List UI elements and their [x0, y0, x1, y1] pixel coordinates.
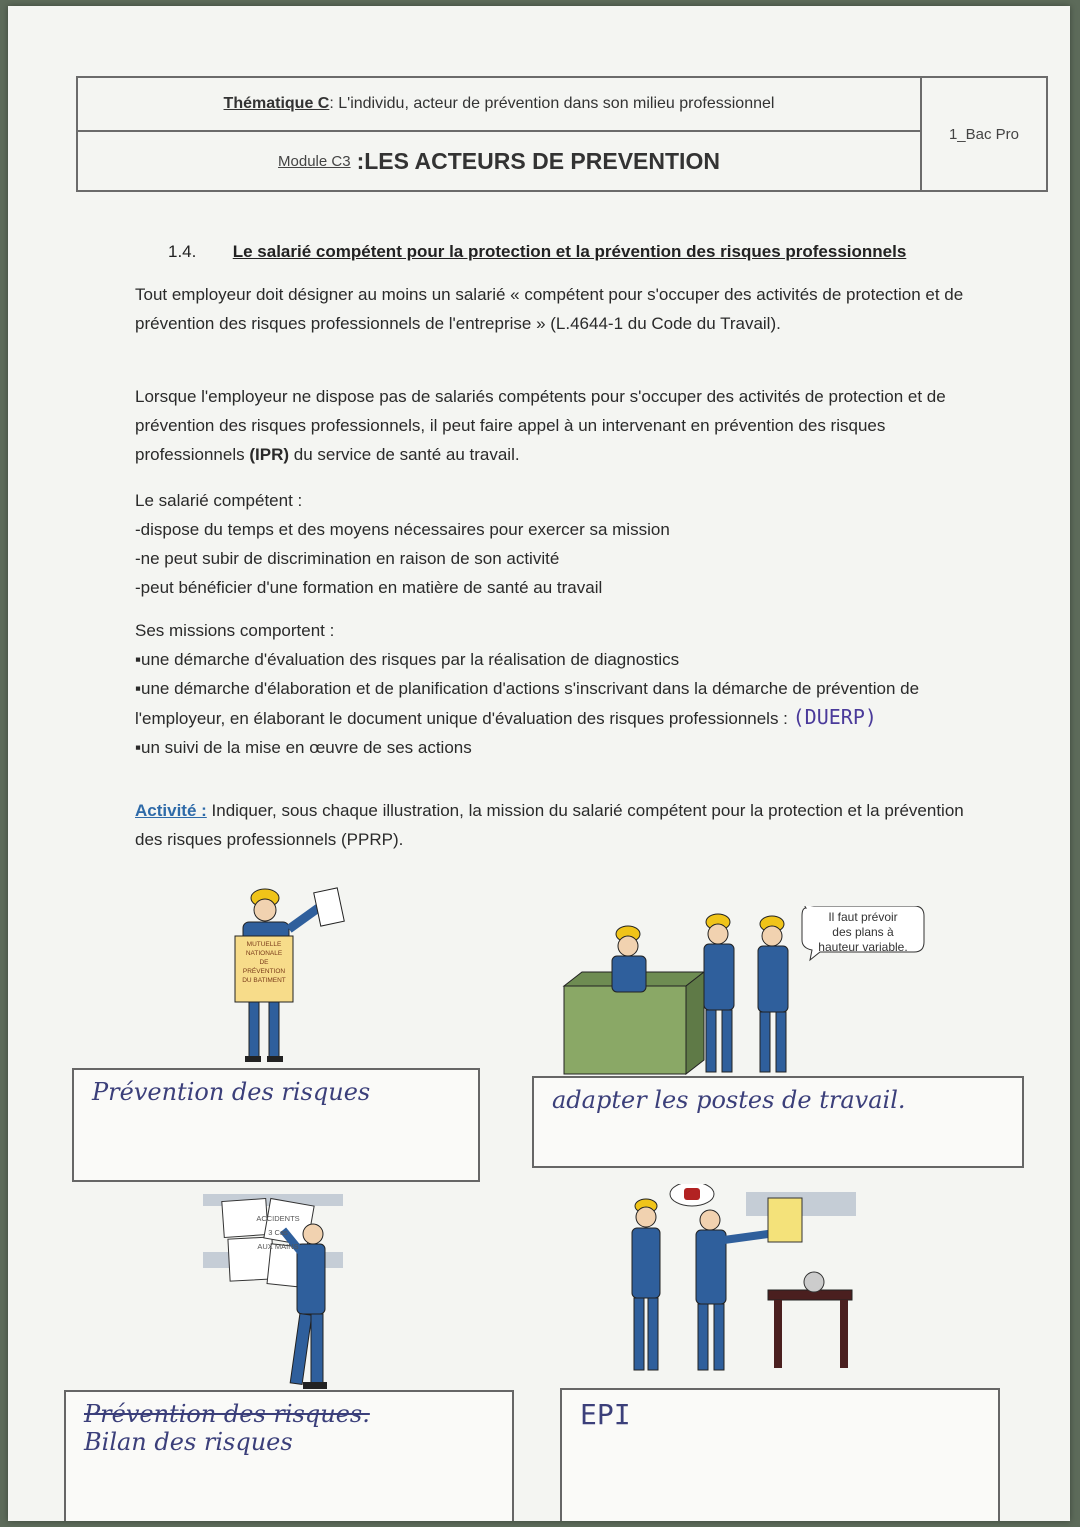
sign-text	[237, 940, 291, 985]
module-label: Module C3	[278, 152, 351, 170]
answer-3-text: Bilan des risques	[84, 1428, 293, 1456]
missions-intro: Ses missions comportent :	[135, 621, 335, 640]
module-title: LES ACTEURS DE PREVENTION	[364, 147, 720, 174]
thematique-label: Thématique C	[223, 95, 330, 112]
competent-intro: Le salarié compétent :	[135, 491, 303, 510]
answer-box-3[interactable]	[64, 1390, 514, 1521]
header-table	[76, 76, 1048, 192]
speech-bubble	[804, 910, 922, 955]
missions-block	[135, 616, 970, 762]
poster-text	[230, 1212, 326, 1254]
paragraph-2-c: du service de santé au travail.	[289, 445, 520, 464]
poster-line-2: 3 Cas	[268, 1228, 288, 1237]
module-row	[78, 132, 920, 190]
sign-line-2: NATIONALE	[245, 950, 283, 957]
mission-3: ▪un suivi de la mise en œuvre de ses actions	[135, 738, 472, 757]
mission-2-text: ▪une démarche d'élaboration et de planification d'actions s'inscrivant dans la démarche de prévention de l'employeur, en élaborant le document unique d'évaluation des risques professionnels :	[135, 679, 920, 728]
activity-instruction	[135, 796, 970, 854]
answer-box-1[interactable]	[72, 1068, 480, 1182]
mission-1: ▪une démarche d'évaluation des risques par la réalisation de diagnostics	[135, 650, 680, 669]
bubble-line-3: hauteur variable.	[818, 940, 908, 954]
answer-1-text: Prévention des risques	[92, 1078, 371, 1106]
section-heading: Le salarié compétent pour la protection et la prévention des risques professionnels	[232, 242, 907, 261]
header-left	[78, 78, 922, 190]
duerp-handwritten: (DUERP)	[792, 705, 877, 729]
bubble-line-2: des plans à	[832, 925, 894, 939]
sign-line-5: DU BATIMENT	[242, 977, 286, 984]
thematique-text: : L'individu, acteur de prévention dans son milieu professionnel	[329, 95, 775, 112]
competent-item-1: -dispose du temps et des moyens nécessaires pour exercer sa mission	[135, 520, 670, 539]
module-separator: :	[356, 147, 365, 174]
poster-line-3: AUX MAINS	[257, 1242, 299, 1251]
sign-line-4: PRÉVENTION	[242, 968, 286, 975]
activity-label: Activité :	[135, 801, 207, 820]
poster-line-1: ACCIDENTS	[256, 1214, 300, 1223]
mission-2	[135, 674, 970, 733]
level-cell: 1_Bac Pro	[948, 125, 1020, 143]
answer-4-text: EPI	[580, 1398, 631, 1431]
answer-2-text: adapter les postes de travail.	[552, 1086, 906, 1114]
document-sheet	[8, 6, 1070, 1521]
paragraph-1: Tout employeur doit désigner au moins un salarié « compétent pour s'occuper des activités de protection et de prévention des risques professionnels de l'entreprise » (L.4644-1 du Code du Travail).	[135, 285, 964, 333]
ipr-abbr: (IPR)	[249, 445, 290, 464]
competent-item-3: -peut bénéficier d'une formation en matière de santé au travail	[135, 578, 603, 597]
sign-line-3: DE	[259, 959, 269, 966]
answer-3-struck-text: Prévention des risques.	[84, 1400, 370, 1428]
thematique-row	[78, 78, 920, 132]
answer-box-4[interactable]	[560, 1388, 1000, 1521]
illustration-workers-epi	[618, 1184, 858, 1384]
competent-block	[135, 486, 970, 602]
section-title	[168, 242, 988, 262]
answer-box-2[interactable]	[532, 1076, 1024, 1168]
bubble-line-1: Il faut prévoir	[828, 910, 898, 924]
competent-item-2: -ne peut subir de discrimination en raison de son activité	[135, 549, 560, 568]
section-number: 1.4.	[168, 242, 197, 261]
paragraph-2	[135, 382, 970, 469]
paragraph-2-a: Lorsque l'employeur ne dispose pas de salariés compétents pour s'occuper des activités de protection et de prévention des risques professionnels, il peut faire appel à un intervenant en prévention des risques professionnels	[135, 387, 946, 464]
sign-line-1: MUTUELLE	[246, 941, 282, 948]
activity-text: Indiquer, sous chaque illustration, la mission du salarié compétent pour la protection et la prévention des risques professionnels (PPRP).	[135, 801, 964, 849]
